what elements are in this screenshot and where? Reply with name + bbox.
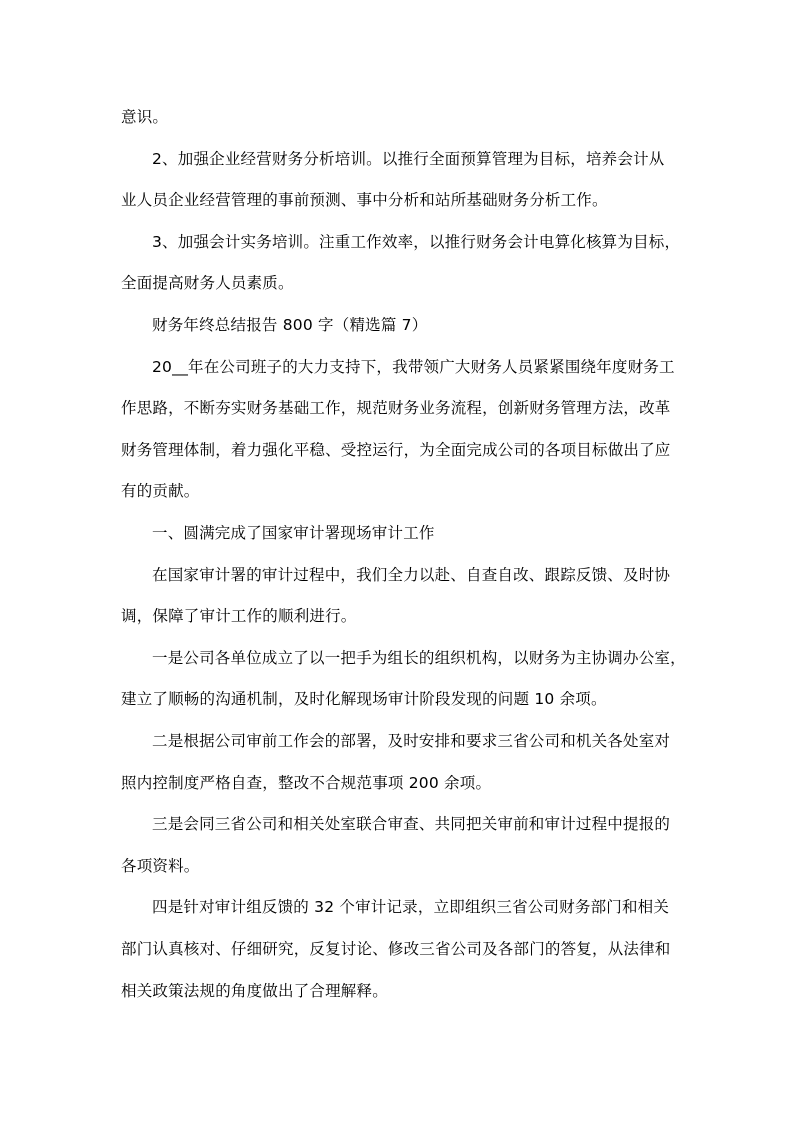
section-heading: 财务年终总结报告 800 字（精选篇 7） [152,316,428,334]
paragraph-start: 20__年在公司班子的大力支持下，我带领广大财务人员紧紧围绕年度财务工 [152,358,675,376]
paragraph-start: 二是根据公司审前工作会的部署，及时安排和要求三省公司和机关各处室对 [152,732,671,750]
text-line: 作思路，不断夯实财务基础工作，规范财务业务流程，创新财务管理方法，改革 [121,399,671,417]
text-line: 全面提高财务人员素质。 [121,274,294,292]
paragraph-start: 在国家审计署的审计过程中，我们全力以赴、自查自改、跟踪反馈、及时协 [152,566,671,584]
text-line: 财务管理体制，着力强化平稳、受控运行，为全面完成公司的各项目标做出了应 [121,441,671,459]
text-line: 相关政策法规的角度做出了合理解释。 [121,982,388,1000]
text-line: 建立了顺畅的沟通机制，及时化解现场审计阶段发现的问题 10 余项。 [121,690,607,708]
text-line: 有的贡献。 [121,482,200,500]
text-line: 照内控制度严格自查，整改不合规范事项 200 余项。 [121,774,492,792]
text-line: 调，保障了审计工作的顺利进行。 [121,607,357,625]
section-heading: 一、圆满完成了国家审计署现场审计工作 [152,524,435,542]
paragraph-start: 3、加强会计实务培训。注重工作效率，以推行财务会计电算化核算为目标， [152,233,681,251]
paragraph-start: 四是针对审计组反馈的 32 个审计记录，立即组织三省公司财务部门和相关 [152,898,670,916]
paragraph-start: 一是公司各单位成立了以一把手为组长的组织机构，以财务为主协调办公室， [152,649,686,667]
paragraph-start: 2、加强企业经营财务分析培训。以推行全面预算管理为目标，培养会计从 [152,150,665,168]
paragraph-start: 三是会同三省公司和相关处室联合审查、共同把关审前和审计过程中提报的 [152,815,671,833]
text-line: 意识。 [121,108,169,126]
text-line: 业人员企业经营管理的事前预测、事中分析和站所基础财务分析工作。 [121,191,608,209]
text-line: 部门认真核对、仔细研究，反复讨论、修改三省公司及各部门的答复，从法律和 [121,940,671,958]
text-line: 各项资料。 [121,857,200,875]
